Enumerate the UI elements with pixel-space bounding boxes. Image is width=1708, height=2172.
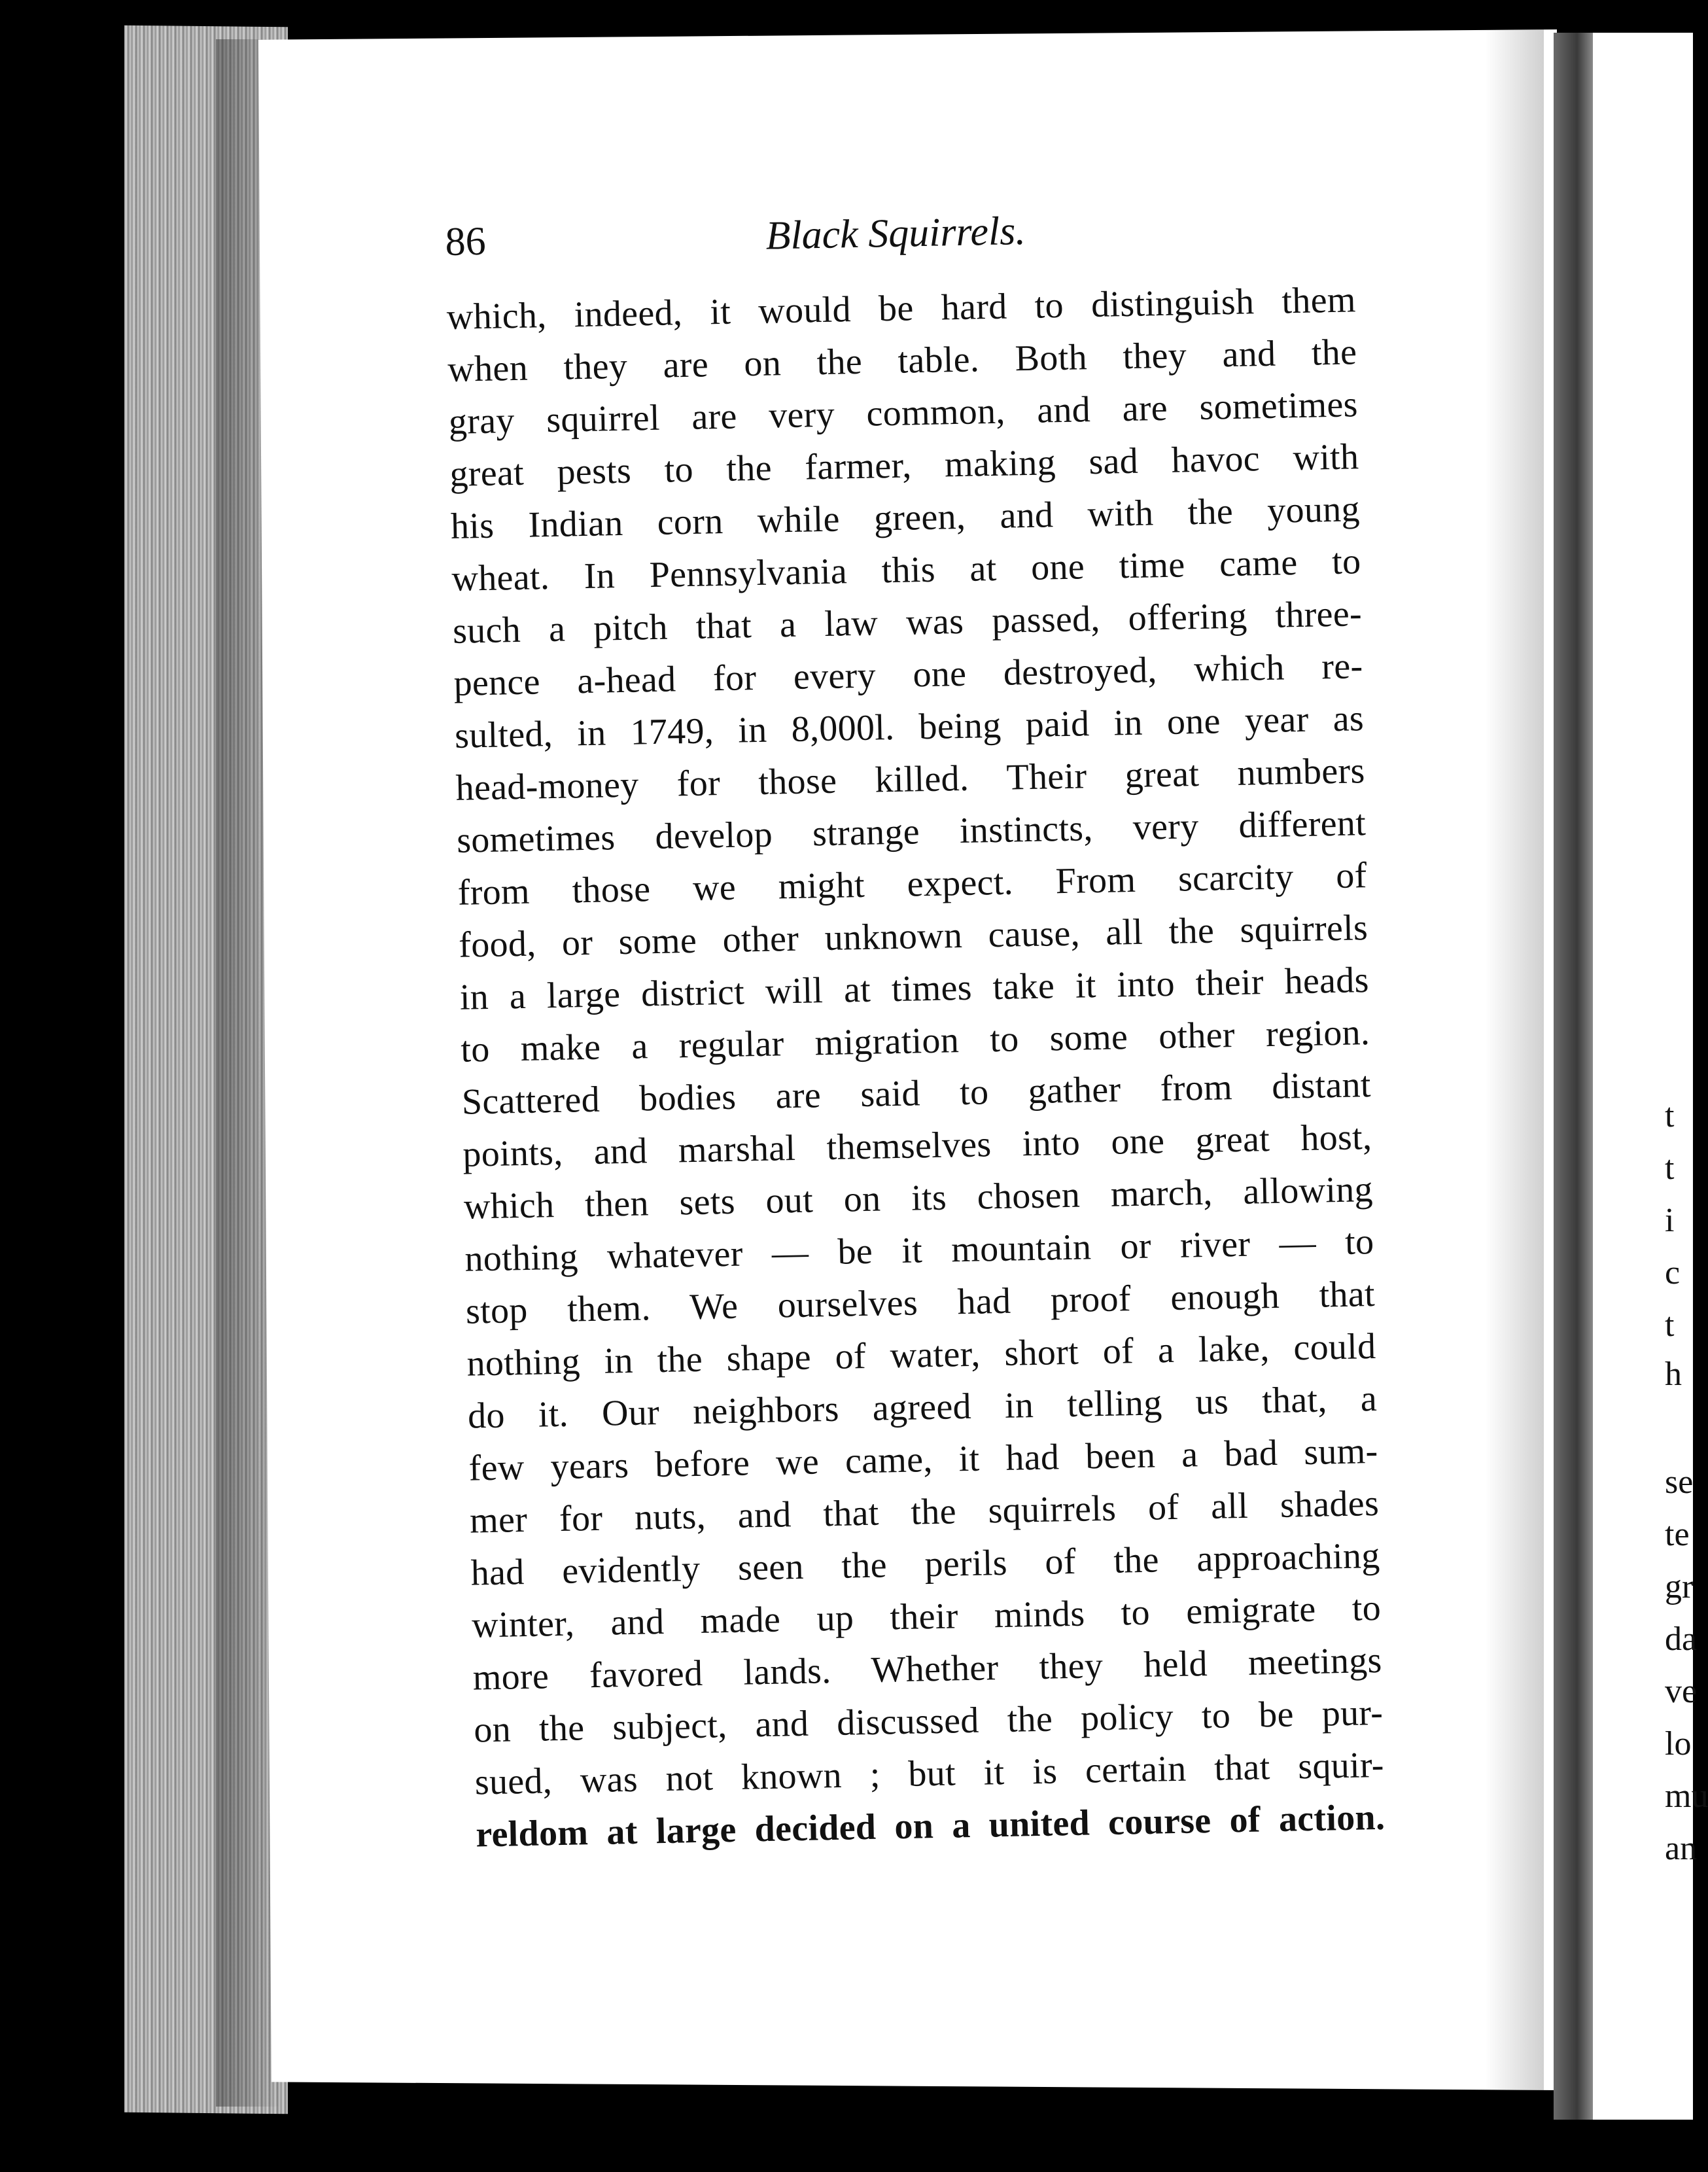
text-line: on the subject, and discussed the policy to be pur- xyxy=(473,1692,1384,1751)
text-line: more favored lands. Whether they held meetings xyxy=(472,1639,1383,1698)
text-line: food, or some other unknown cause, all the squirrels xyxy=(458,907,1368,966)
running-head: Black Squirrels. xyxy=(765,208,1026,258)
page-number: 86 xyxy=(445,219,487,264)
facing-fragment: mu xyxy=(1665,1778,1708,1815)
facing-fragment: ve xyxy=(1665,1673,1698,1710)
text-line: great pests to the farmer, making sad havoc with xyxy=(449,436,1359,495)
text-line: Scattered bodies are said to gather from distant xyxy=(461,1064,1372,1123)
text-line: do it. Our neighbors agreed in telling us that, a xyxy=(467,1378,1378,1437)
text-line: to make a regular migration to some other region. xyxy=(460,1012,1370,1070)
text-line: nothing whatever — be it mountain or river — to xyxy=(464,1221,1374,1280)
page-text xyxy=(445,201,1438,1861)
text-line: mer for nuts, and that the squirrels of all shades xyxy=(469,1482,1380,1541)
text-line: sulted, in 1749, in 8,000l. being paid in one year as xyxy=(454,698,1365,756)
text-line: his Indian corn while green, and with the young xyxy=(450,489,1361,547)
text-line: sued, was not known ; but it is certain that squir- xyxy=(474,1744,1385,1803)
text-line: stop them. We ourselves had proof enough that xyxy=(465,1274,1376,1332)
text-line: reldom at large decided on a united course of action. xyxy=(475,1796,1386,1855)
facing-fragment: lo xyxy=(1665,1725,1692,1762)
facing-fragment: t xyxy=(1665,1149,1675,1187)
facing-fragment: gr xyxy=(1665,1568,1694,1605)
text-line: nothing in the shape of water, short of a lake, could xyxy=(466,1325,1376,1384)
text-line: head-money for those killed. Their great numbers xyxy=(455,750,1366,809)
text-line: which then sets out on its chosen march, allowing xyxy=(463,1169,1374,1227)
text-line: such a pitch that a law was passed, offering three- xyxy=(452,593,1363,652)
facing-fragment: an xyxy=(1665,1830,1698,1867)
facing-fragment: da xyxy=(1665,1620,1698,1658)
text-line: winter, and made up their minds to emigrate to xyxy=(471,1587,1382,1646)
facing-fragment: se xyxy=(1665,1463,1694,1501)
text-line: when they are on the table. Both they and the xyxy=(447,332,1357,390)
text-line: points, and marshal themselves into one great host, xyxy=(462,1117,1372,1175)
facing-fragment: h xyxy=(1665,1356,1682,1393)
facing-fragment: te xyxy=(1665,1516,1690,1553)
text-line: pence a-head for every one destroyed, which re- xyxy=(453,646,1363,704)
text-line: wheat. In Pennsylvania this at one time came to xyxy=(451,541,1361,599)
text-line: sometimes develop strange instincts, very different xyxy=(456,803,1367,861)
text-line: from those we might expect. From scarcity of xyxy=(457,855,1368,913)
text-line: which, indeed, it would be hard to distinguish them xyxy=(446,279,1357,338)
text-line: in a large district will at times take it into their heads xyxy=(459,960,1370,1018)
right-gutter xyxy=(1554,33,1593,2120)
body-text xyxy=(446,273,1438,1861)
facing-fragment: c xyxy=(1665,1254,1681,1291)
facing-fragment: i xyxy=(1665,1202,1675,1239)
text-line: had evidently seen the perils of the approaching xyxy=(470,1535,1381,1594)
text-line: few years before we came, it had been a bad sum- xyxy=(468,1430,1379,1489)
facing-fragment: t xyxy=(1665,1097,1675,1134)
gutter-shadow xyxy=(1485,29,1544,2090)
text-line: gray squirrel are very common, and are sometimes xyxy=(448,384,1359,442)
facing-fragment: t xyxy=(1665,1306,1675,1344)
